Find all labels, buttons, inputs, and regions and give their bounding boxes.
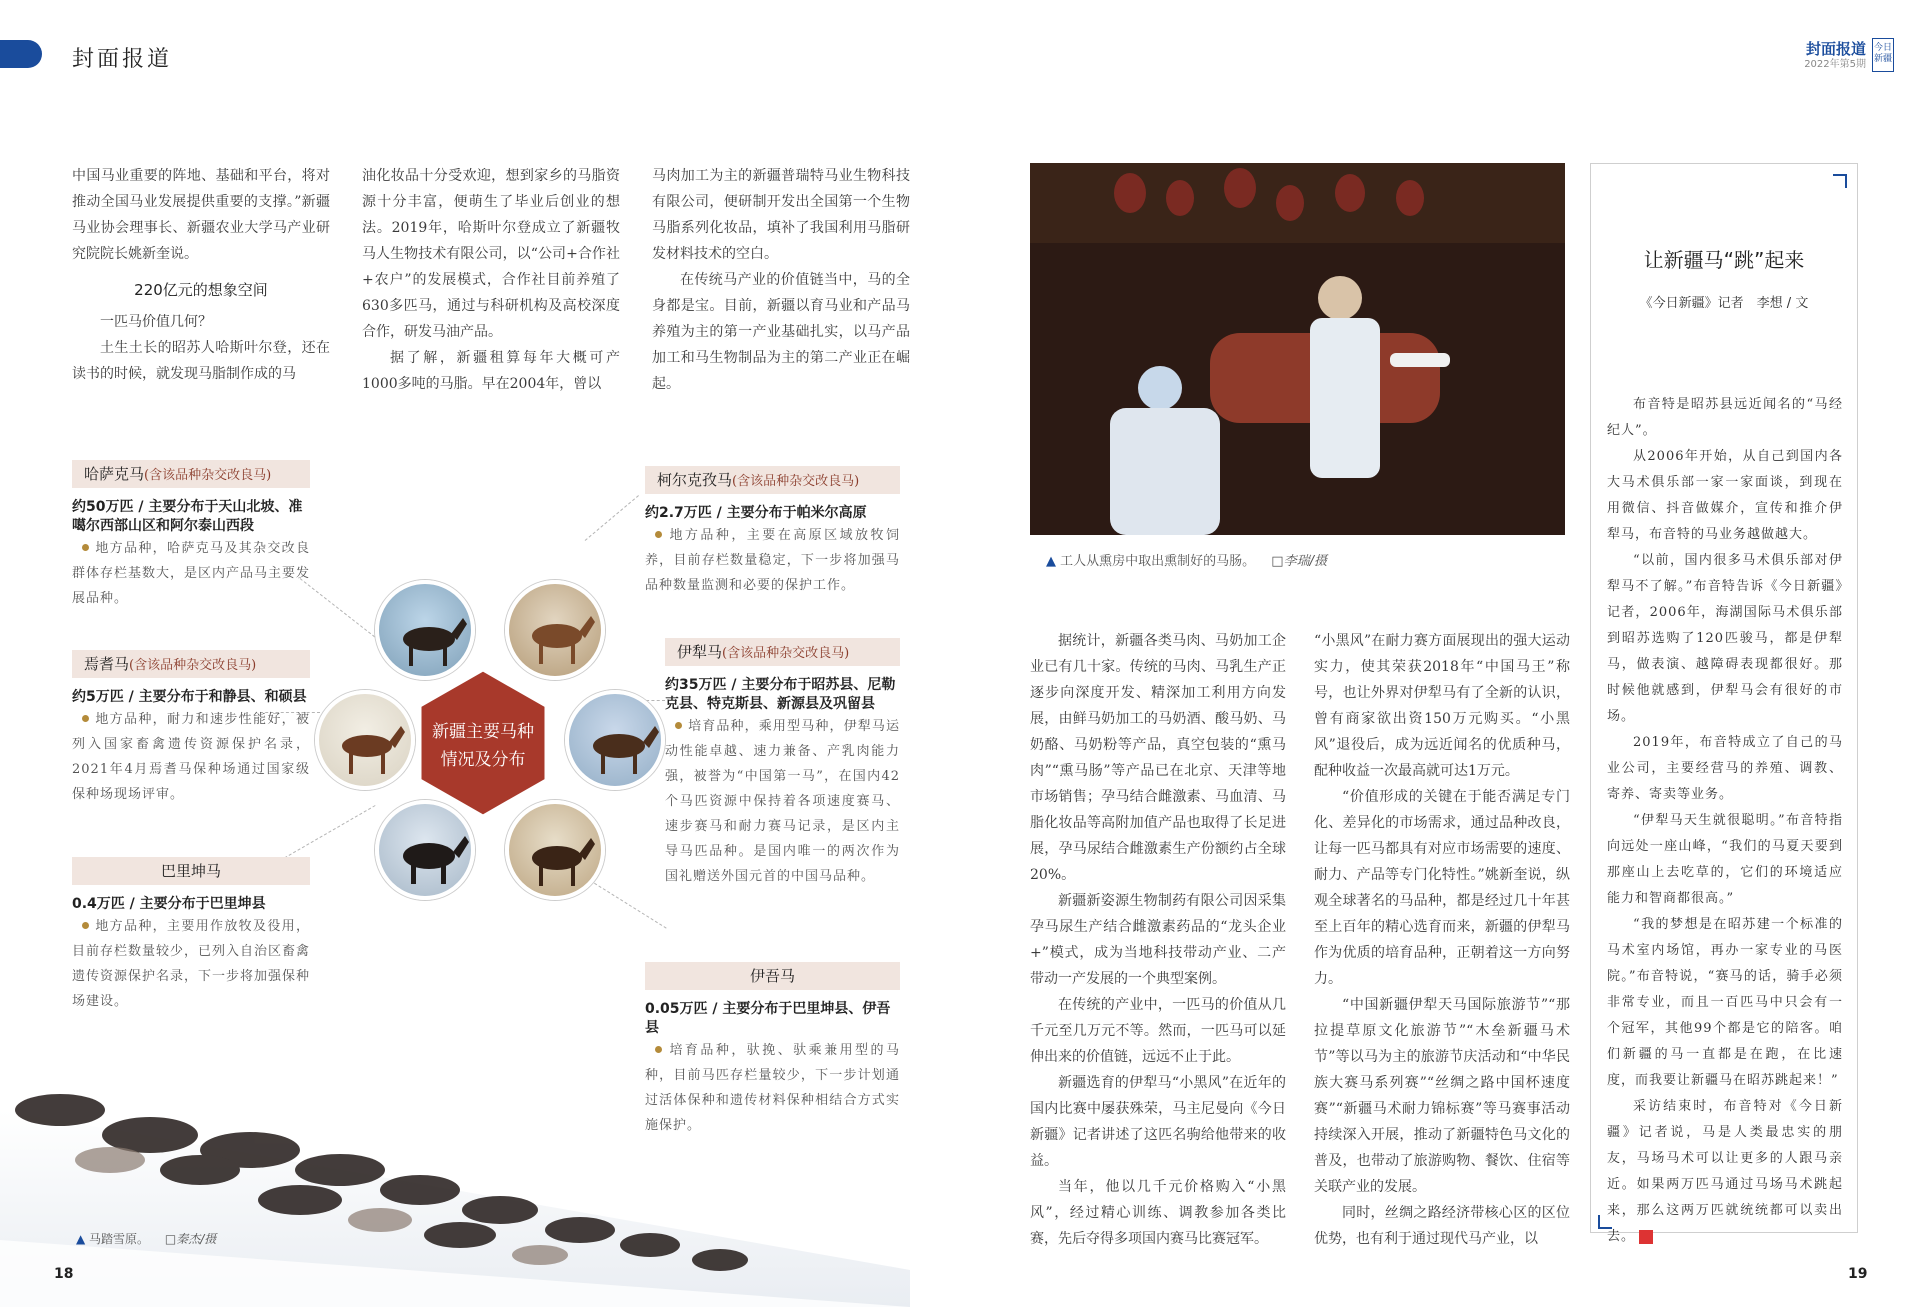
horse-herd-photo xyxy=(0,1040,910,1307)
breed-desc xyxy=(72,536,310,611)
photo-caption-right xyxy=(1046,550,1327,569)
caption-text: 工人从熏房中取出熏制好的马肠。 xyxy=(1060,554,1256,569)
breed-name: 哈萨克马 xyxy=(84,465,145,483)
breed-block-yili xyxy=(665,638,900,889)
breed-desc-text: 地方品种，主要在高原区域放牧饲养，目前存栏数量稳定，下一步将加强马品种数量监测和必要的保护工作。 xyxy=(645,528,900,593)
connector-line xyxy=(300,578,379,640)
breed-tag xyxy=(665,638,900,666)
subheading: 220亿元的想象空间 xyxy=(134,281,268,299)
breed-desc xyxy=(645,523,900,598)
right-col-a xyxy=(1030,628,1286,1252)
breed-desc-text: 地方品种，主要用作放牧及役用，目前存栏数量较少，已列入自治区畜禽遗传资源保护名录，下一步将加强保种场建设。 xyxy=(72,919,311,1009)
caption-triangle-icon: ▲ xyxy=(76,1232,90,1246)
right-header xyxy=(1776,40,1866,71)
right-colA-p4: 新疆选育的伊犁马“小黑风”在近年的国内比赛中屡获殊荣，马主尼曼向《今日新疆》记者讲述了这匹名驹给他带来的收益。 xyxy=(1030,1075,1286,1169)
breed-stats: 约35万匹 / 主要分布于昭苏县、尼勒克县、特克斯县、新源县及巩留县 xyxy=(665,677,896,712)
horse-photo-yili xyxy=(565,690,665,790)
left-col-3 xyxy=(652,163,910,397)
sidebar-p1: 布音特是昭苏县远近闻名的“马经纪人”。 xyxy=(1607,397,1843,438)
sidebar-box xyxy=(1590,163,1858,1244)
breed-desc-text: 地方品种，哈萨克马及其杂交改良群体存栏基数大，是区内产品马主要发展品种。 xyxy=(72,541,311,606)
page-number-left: 18 xyxy=(54,1266,74,1282)
journal-logo-text: 今日新疆 xyxy=(1873,43,1892,64)
right-colB-p4: 同时，丝绸之路经济带核心区的区位优势，也有利于通过现代马产业，以 xyxy=(1314,1205,1570,1247)
breed-stats: 0.05万匹 / 主要分布于巴里坤县、伊吾县 xyxy=(645,1001,891,1036)
breed-tag xyxy=(72,857,310,885)
breed-stats: 约5万匹 / 主要分布于和静县、和硕县 xyxy=(72,689,307,705)
right-col-b xyxy=(1314,628,1570,1252)
horse-silhouette-icon xyxy=(379,584,475,680)
breed-block-kirgiz xyxy=(645,466,900,598)
breed-tag xyxy=(72,650,310,678)
left-col3-p1: 马肉加工为主的新疆普瑞特马业生物科技有限公司，便研制开发出全国第一个生物马脂系列化妆品，填补了我国利用马脂研发材料技术的空白。 xyxy=(652,168,910,262)
bullet-dot-icon xyxy=(82,715,89,722)
breed-note: (含该品种杂交改良马) xyxy=(129,658,257,673)
breed-note: (含该品种杂交改良马) xyxy=(144,468,272,483)
breed-note: (含该品种杂交改良马) xyxy=(722,646,850,661)
left-col2-p1: 油化妆品十分受欢迎，想到家乡的马脂资源十分丰富，便萌生了毕业后创业的想法。2019年，哈斯叶尔登成立了新疆牧马人生物技术有限公司，以“公司+合作社+农户”的发展模式，合作社目前养殖了630多匹马，通过与科研机构及高校深度合作，研发马油产品。 xyxy=(362,168,620,340)
breed-block-barkol xyxy=(72,857,310,1014)
connector-line xyxy=(590,880,667,929)
horse-silhouette-icon xyxy=(379,804,475,900)
right-colA-p1: 据统计，新疆各类马肉、马奶加工企业已有几十家。传统的马肉、马乳生产正逐步向深度开发、精深加工利用方向发展，由鲜马奶加工的马奶酒、酸马奶、马奶酪、马奶粉等产品，真空包装的“熏马肉”“熏马肠”等产品已在北京、天津等地市场销售；孕马结合雌激素、马血清、马脂化妆品等高附加值产品也取得了长足进展，孕马尿结合雌激素生产份额约占全球20%。 xyxy=(1030,633,1286,883)
left-col-1 xyxy=(72,163,330,387)
left-col1-p3: 土生土长的昭苏人哈斯叶尔登，还在读书的时候，就发现马脂制作成的马 xyxy=(72,340,330,382)
photo-caption-left xyxy=(76,1230,216,1247)
bullet-dot-icon xyxy=(675,722,682,729)
breed-desc-text: 地方品种，耐力和速步性能好，被列入国家畜禽遗传资源保护名录，2021年4月焉耆马保种场通过国家级保种场现场评审。 xyxy=(72,712,310,802)
caption-text: 马踏雪原。 xyxy=(89,1232,150,1246)
bullet-dot-icon xyxy=(82,922,89,929)
right-header-issue: 2022年第5期 xyxy=(1804,59,1866,70)
bullet-dot-icon xyxy=(82,544,89,551)
caption-credit: □秦杰/摄 xyxy=(164,1232,217,1246)
sidebar-p7 xyxy=(1607,1094,1843,1250)
sidebar-p6: “我的梦想是在昭苏建一个标准的马术室内场馆，再办一家专业的马医院。”布音特说，“赛马的话，骑手必须非常专业，而且一百匹马中只会有一个冠军，其他99个都是它的陪客。咱们新疆的马一直都是在跑，在比速度，而我要让新疆马在昭苏跳起来！” xyxy=(1607,917,1843,1088)
horse-silhouette-icon xyxy=(509,584,605,680)
page-number-right: 19 xyxy=(1848,1266,1868,1282)
center-label-line1: 新疆主要马种 xyxy=(432,722,534,742)
bullet-dot-icon xyxy=(655,531,662,538)
sidebar-p4: 2019年，布音特成立了自己的马业公司，主要经营马的养殖、调教、寄养、寄卖等业务。 xyxy=(1607,735,1843,802)
breed-note: (含该品种杂交改良马) xyxy=(732,474,860,489)
horse-silhouette-icon xyxy=(509,804,605,900)
sidebar-p3: “以前，国内很多马术俱乐部对伊犁马不了解。”布音特告诉《今日新疆》记者，2006年，海湖国际马术俱乐部到昭苏选购了120匹骏马，都是伊犁马，做表演、越障碍表现都很好。那时候他就感到，伊犁马会有很好的市场。 xyxy=(1607,553,1843,724)
breed-name: 柯尔克孜马 xyxy=(657,471,733,489)
center-label-line2: 情况及分布 xyxy=(440,750,526,770)
right-colA-p2: 新疆新姿源生物制药有限公司因采集孕马尿生产结合雌激素药品的“龙头企业+”模式，成为当地科技带动产业、二产带动一产发展的一个典型案例。 xyxy=(1030,893,1286,987)
sidebar-p2: 从2006年开始，从自己到国内各大马术俱乐部一家一家面谈，到现在用微信、抖音做媒介，宣传和推介伊犁马，布音特的马业务越做越大。 xyxy=(1607,449,1843,542)
breed-name: 伊吾马 xyxy=(749,967,795,985)
breed-stats: 0.4万匹 / 主要分布于巴里坤县 xyxy=(72,896,266,912)
horse-silhouette-icon xyxy=(319,694,415,790)
horse-photo-yanqi xyxy=(315,690,415,790)
connector-line xyxy=(280,805,376,861)
left-col-2 xyxy=(362,163,620,397)
center-label xyxy=(418,718,548,774)
left-col1-p1: 中国马业重要的阵地、基础和平台，将对推动全国马业发展提供重要的支撑。”新疆马业协会理事长、新疆农业大学马产业研究院院长姚新奎说。 xyxy=(72,168,330,262)
breed-desc-text: 培育品种，驮挽、驮乘兼用型的马种，目前马匹存栏量较少，下一步计划通过活体保种和遗传材料保种相结合方式实施保护。 xyxy=(645,1043,900,1133)
breed-stats: 约2.7万匹 / 主要分布于帕米尔高原 xyxy=(645,505,867,521)
breed-tag xyxy=(645,466,900,494)
breed-block-yanqi xyxy=(72,650,310,807)
caption-triangle-icon: ▲ xyxy=(1046,554,1061,569)
sidebar-p7-text: 采访结束时，布音特对《今日新疆》记者说，马是人类最忠实的朋友，马场马术可以让更多的人跟马亲近。如果两万匹马通过马场马术跳起来，那么这两万匹就统统都可以卖出去。 xyxy=(1607,1099,1843,1244)
left-col3-p2: 在传统马产业的价值链当中，马的全身都是宝。目前，新疆以育马业和产品马养殖为主的第一产业基础扎实，以马产品加工和马生物制品为主的第二产业正在崛起。 xyxy=(652,272,910,392)
breed-name: 焉耆马 xyxy=(84,655,130,673)
left-col1-p2: 一匹马价值几何？ xyxy=(100,314,212,330)
right-colB-p1: “小黑风”在耐力赛方面展现出的强大运动实力，使其荣获2018年“中国马王”称号，也让外界对伊犁马有了全新的认识，曾有商家欲出资150万元购买。“小黑风”退役后，成为远近闻名的优质种马，配种收益一次最高就可达1万元。 xyxy=(1314,633,1570,779)
journal-logo xyxy=(1872,38,1894,72)
end-mark-icon xyxy=(1639,1230,1653,1244)
sidebar-corner-icon xyxy=(1833,174,1847,188)
left-col2-p2: 据了解，新疆租算每年大概可产1000多吨的马脂。早在2004年，曾以 xyxy=(362,350,620,392)
breed-desc-text: 培育品种，乘用型马种，伊犁马运动性能卓越、速力兼备、产乳肉能力强，被誉为“中国第一马”，在国内42个马匹资源中保持着各项速度赛马、速步赛马和耐力赛马记录，是区内主导马匹品种。是国内唯一的两次作为国礼赠送外国元首的中国马品种。 xyxy=(665,719,900,884)
sidebar-title: 让新疆马“跳”起来 xyxy=(1643,248,1805,272)
caption-credit: □李瑞/摄 xyxy=(1271,554,1327,569)
sidebar-corner-bl-icon xyxy=(1598,1215,1612,1229)
smokehouse-photo xyxy=(1030,163,1565,535)
breed-name: 巴里坤马 xyxy=(160,862,221,880)
breed-desc xyxy=(665,714,900,889)
section-title: 封面报道 xyxy=(72,47,173,72)
breed-name: 伊犁马 xyxy=(677,643,723,661)
breed-tag xyxy=(645,962,900,990)
right-header-title: 封面报道 xyxy=(1805,40,1866,58)
right-colB-p3: “中国新疆伊犁天马国际旅游节”“那拉提草原文化旅游节”“木垒新疆马术节”等以马为主的旅游节庆活动和“中华民族大赛马系列赛”“丝绸之路中国杯速度赛”“新疆马术耐力锦标赛”等马赛事活动持续深入开展，推动了新疆特色马文化的普及，也带动了旅游购物、餐饮、住宿等关联产业的发展。 xyxy=(1314,997,1570,1195)
horse-photo-kirgiz xyxy=(505,580,605,680)
horse-silhouette-icon xyxy=(569,694,665,790)
horse-photo-kazakh xyxy=(375,580,475,680)
sidebar-p5: “伊犁马天生就很聪明。”布音特指向远处一座山峰，“我们的马夏天要到那座山上去吃草的，它们的环境适应能力和智商都很高。” xyxy=(1607,813,1843,906)
connector-line xyxy=(585,495,639,541)
header-tab-shape xyxy=(0,40,42,68)
right-colB-p2: “价值形成的关键在于能否满足专门化、差异化的市场需求，通过品种改良，让每一匹马都具有对应市场需要的速度、耐力、产品等专门化特性。”姚新奎说，纵观全球著名的马品种，都是经过几十年甚至上百年的精心选育而来，新疆的伊犁马作为优质的培育品种，正朝着这一方向努力。 xyxy=(1314,789,1570,987)
sidebar-body xyxy=(1607,392,1843,1250)
sidebar-byline: 《今日新疆》记者 李想 / 文 xyxy=(1639,296,1809,311)
right-colA-p3: 在传统的产业中，一匹马的价值从几千元至几万元不等。然而，一匹马可以延伸出来的价值链，远远不止于此。 xyxy=(1030,997,1286,1065)
breed-desc xyxy=(72,707,310,807)
right-colA-p5: 当年，他以几千元价格购入“小黑风”，经过精心训练、调教参加各类比赛，先后夺得多项国内赛马比赛冠军。 xyxy=(1030,1179,1286,1247)
breed-block-kazakh xyxy=(72,460,310,611)
breed-tag xyxy=(72,460,310,488)
breed-desc xyxy=(72,914,310,1014)
breed-stats: 约50万匹 / 主要分布于天山北坡、准噶尔西部山区和阿尔泰山西段 xyxy=(72,499,303,534)
